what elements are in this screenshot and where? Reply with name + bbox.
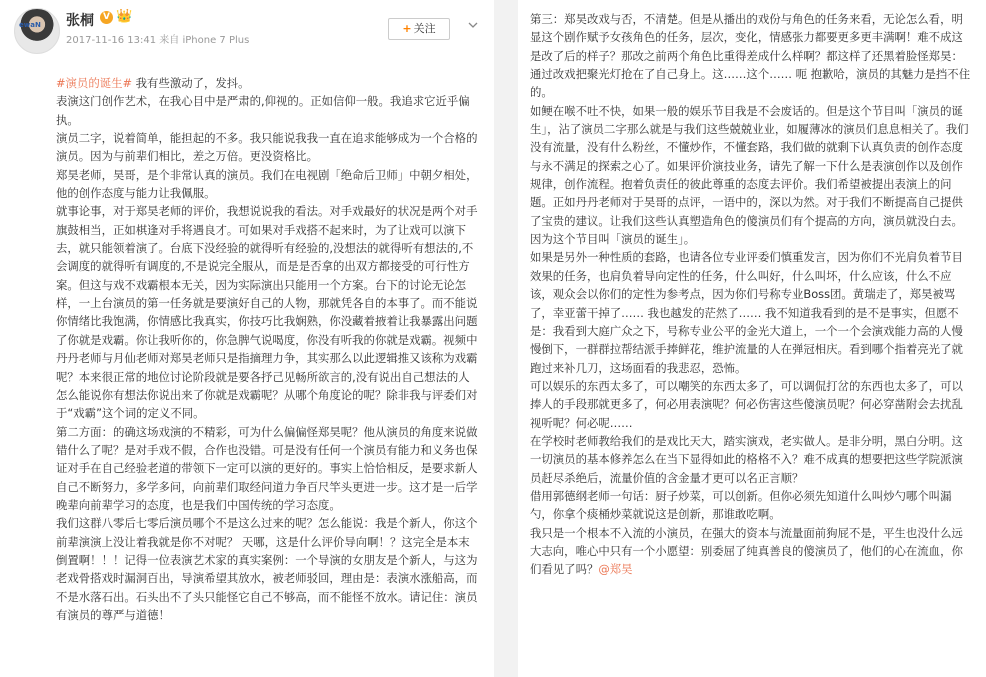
paragraph: 第二方面：的确这场戏演的不精彩，可为什么偏偏怪郑昊呢？他从演员的角度来说做错什么了呢？是对手戏不假，合作也没错。可是没有任何一个演员有能力和义务也保证对手在自己经验老道的带领下一定可以演的更好的。事实上恰恰相反，是要求新人自己不断努力，多学多问，向前辈们取经问道力争百尺竿头更进一步。这才是一后学晚辈向前辈学习的态度，也是我们中国传统的学习态度。	[56, 424, 478, 512]
weibo-post-right-panel	[518, 0, 986, 677]
last-paragraph	[530, 524, 974, 579]
paragraph: 第三：郑昊改戏与否，不清楚。但是从播出的戏份与角色的任务来看，无论怎么看，明显这个剧作赋予女孩角色的任务，层次，变化，情感张力都要更多更丰满啊！难不成这是改了后的样子？那改之前两个角色比重得差成什么样啊？都这样了还黑着脸怪郑昊：通过改戏把聚光灯抢在了自己身上。这……这个…… 呃 抱歉哈，演员的其魅力是挡不住的。	[530, 12, 971, 100]
paragraph: 表演这门创作艺术，在我心目中是严肃的,仰视的。正如信仰一般。我追求它近乎偏执。	[56, 94, 470, 127]
chevron-down-icon[interactable]	[468, 20, 478, 30]
author-name[interactable]: 张桐	[66, 13, 94, 29]
avatar[interactable]	[14, 8, 60, 54]
paragraph: 在学校时老师教给我们的是戏比天大，踏实演戏，老实做人。是非分明，黑白分明。这一切演员的基本修养怎么在当下显得如此的格格不入？难不成真的想要把这些学院派演员赶尽杀绝后，流量价值的含金量才更可以名正言顺？	[530, 433, 963, 485]
follow-label: 关注	[413, 22, 436, 35]
paragraph: 演员二字，说着简单，能担起的不多。我只能说我我一直在追求能够成为一个合格的演员。因为与前辈们相比，差之万倍。更没资格比。	[56, 131, 478, 164]
first-line	[56, 74, 478, 92]
verified-badge-icon: V	[100, 11, 113, 24]
paragraph: 郑昊老师，昊哥，是个非常认真的演员。我们在电视剧「绝命后卫师」中朝夕相处，他的创作态度与能力让我佩服。	[56, 167, 478, 201]
avatar-text: ewaN	[19, 21, 41, 29]
post-meta: 2017-11-16 13:41 来自 iPhone 7 Plus	[66, 35, 250, 46]
post-body-left	[56, 74, 478, 624]
paragraph: 就事论事，对于郑昊老师的评价，我想说说我的看法。对手戏最好的状况是两个对手旗鼓相当，正如棋逢对手将遇良才。可如果对手戏搭不起来时，为了让戏可以演下去，就只能领着演了。台底下没经验的就得听有经验的,没想法的就得听有想法的,不会调度的就得听有调度的,不是说完全服从，而是是否拿的出双方都接受的可行性方案。但这与戏不戏霸根本无关，因为实际演出只能用一个方案。台下的讨论无论怎样，一上台演员的第一任务就是要演好自己的人物，那就凭各自的本事了。而不能说你情绪比我饱满，你情感比我真实，你技巧比我娴熟，你没藏着掖着让我暴露出问题了你就是戏霸。你让我听你的，你急脾气说喝度，你没有听我的你就是戏霸。视频中丹丹老师与月仙老师对郑昊老师只是指摘理力争，其实那么以此逻辑推又该称为戏霸呢？本来很正常的地位讨论阶段就是要各抒己见畅所欲言的,没有说出自己想法的人怎么能说你有想法你说出来了你就是戏霸呢？从哪个角度论的呢？除非我与评委们对于“戏霸”这个词的定义不同。	[56, 204, 478, 421]
post-header	[10, 6, 484, 76]
paragraph: 如果是另外一种性质的套路，也请各位专业评委们慎重发言，因为你们不光肩负着节目效果的任务，也肩负着导向定性的任务，什么叫好，什么叫坏，什么应该，什么不应该，观众会以你们的定性为参考点，因为你们号称专业Boss团。黄瑞走了，郑昊被骂了，幸亚蕾干掉了…… 我也越发的茫然了…… 我不知道我看到的是不是事实，但愿不是：我看到大庭广众之下，号称专业公平的金光大道上，一个一个会演戏能力高的人慢慢倒下，一群群拉帮结派手捧鲜花，维护流量的人在弹冠相庆。看到哪个指着亮光了就跑过来补几刀，这场面看的我悲忍，恐怖。	[530, 250, 963, 375]
paragraph: 我们这群八零后七零后演员哪个不是这么过来的呢？怎么能说：我是个新人，你这个前辈演演上没让着我就是你不对呢？ 天哪，这是什么评价导向啊！？这完全是本末倒置啊！！！记得一位表演艺术家的真实案例：一个导演的女朋友是个新人，与这为老戏骨搭戏时漏洞百出，导演希望其放水，被老师驳回，理由是：表演水涨船高，而不是水落石出。石头出不了头只能怪它自己不够高，而不能怪不放水。请记住：演员有演员的尊严与道德！	[56, 516, 478, 622]
paragraph: 如鲠在喉不吐不快，如果一般的娱乐节目我是不会废话的。但是这个节目叫「演员的诞生」，沾了演员二字那么就是与我们这些兢兢业业，如履薄冰的演员们息息相关了。我们没有流量，没有什么粉丝，不懂炒作，不懂套路，我们做的就剩下认真负责的创作态度与永不满足的探索之心了。如果评价演技业务，请先了解一下什么是表演创作以及创作规律，创作流程。抱着负责任的彼此尊重的态度去评价。我们希望被提出表演上的问题。正如丹丹老师对于昊哥的点评，一语中的，深以为然。对于我们不断提高自己提供了宝贵的建议。让我们这些认真塑造角色的傻演员们有个提高的方向，演员就没白去。因为这个节目叫「演员的诞生」。	[530, 103, 969, 247]
paragraph-text: 我只是一个根本不入流的小演员，在强大的资本与流量面前狗屁不是，平生也没什么远大志向，唯心中只有一个小愿望：别委屈了纯真善良的傻演员了，他们的心在流血，你们看见了吗？	[530, 525, 963, 577]
paragraph: 可以娱乐的东西太多了，可以嘲笑的东西太多了，可以调侃打岔的东西也太多了，可以捧人的手段那就更多了，何必用表演呢？何必伤害这些傻演员呢？何必穿凿附会去扰乱视听呢？何必呢……	[530, 378, 963, 430]
member-crown-icon: 👑	[116, 9, 133, 24]
hashtag-link[interactable]: #演员的诞生#	[56, 76, 133, 90]
follow-button[interactable]	[388, 18, 450, 40]
post-body-right	[530, 6, 974, 579]
plus-icon: +	[402, 22, 412, 35]
first-line-text: 我有些激动了，发抖。	[132, 76, 250, 90]
paragraph: 借用郭德纲老师一句话：厨子炒菜，可以创新。但你必须先知道什么叫炒勺哪个叫漏勺，你拿个痰桶炒菜就说这是创新，那谁敢吃啊。	[530, 488, 952, 522]
mention-link[interactable]: @郑昊	[598, 562, 633, 577]
